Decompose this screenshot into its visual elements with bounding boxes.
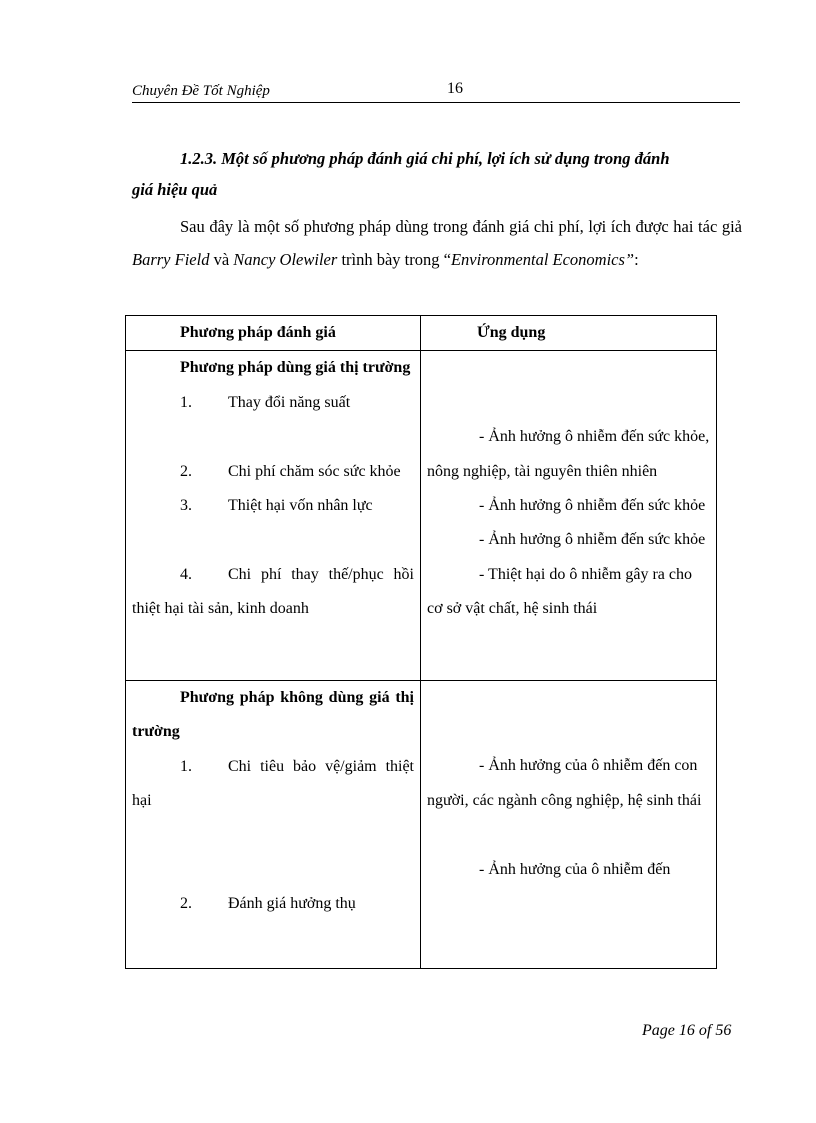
section-heading bbox=[132, 143, 742, 205]
intro-text-2: và bbox=[209, 250, 234, 269]
group-title-market: Phương pháp dùng giá thị trường bbox=[180, 359, 411, 377]
list-item: 2. Chi phí chăm sóc sức khỏe bbox=[180, 462, 401, 480]
list-item: 1. Thay đổi năng suất bbox=[180, 393, 351, 411]
table-row-nonmarket-methods bbox=[126, 680, 717, 968]
intro-text-1: Sau đây là một số phương pháp dùng trong đánh giá chi phí, lợi ích được hai tác giả bbox=[180, 217, 742, 236]
use-item: - Ảnh hưởng ô nhiễm đến sức khỏe bbox=[479, 531, 706, 549]
section-heading-line1: 1.2.3. Một số phương pháp đánh giá chi phí, lợi ích sử dụng trong đánh bbox=[180, 149, 670, 168]
cell-nonmarket-methods bbox=[126, 680, 421, 968]
col-header-method: Phương pháp đánh giá bbox=[126, 316, 421, 351]
use-item: - Ảnh hưởng của ô nhiễm đến bbox=[479, 860, 671, 878]
author-nancy-olewiler: Nancy Olewiler bbox=[233, 250, 338, 269]
use-item: - Thiệt hại do ô nhiễm gây ra cho cơ sở vật chất, hệ sinh thái bbox=[427, 565, 692, 618]
header-title: Chuyên Đề Tốt Nghiệp bbox=[132, 83, 270, 99]
table-row-market-methods bbox=[126, 351, 717, 680]
col-header-application: Ứng dụng bbox=[421, 316, 717, 351]
use-item: - Ảnh hưởng ô nhiễm đến sức khỏe bbox=[479, 497, 706, 514]
page-footer: Page 16 of 56 bbox=[642, 1022, 732, 1039]
list-item: 4. Chi phí thay thế/phục hồi thiệt hại tài sản, kinh doanh bbox=[132, 565, 414, 618]
section-heading-line2: giá hiệu quả bbox=[132, 180, 218, 199]
cell-market-uses bbox=[421, 351, 717, 680]
list-item: 1. Chi tiêu bảo vệ/giảm thiệt hại bbox=[132, 757, 414, 809]
methods-table bbox=[125, 315, 717, 969]
use-item: - Ảnh hưởng của ô nhiễm đến con người, các ngành công nghiệp, hệ sinh thái bbox=[427, 757, 702, 809]
intro-text-4: : bbox=[634, 250, 639, 269]
header-page-number: 16 bbox=[447, 80, 463, 97]
author-barry-field: Barry Field bbox=[132, 250, 210, 269]
list-item: 2. Đánh giá hưởng thụ bbox=[180, 895, 356, 913]
intro-paragraph bbox=[132, 210, 742, 276]
cell-market-methods bbox=[126, 351, 421, 680]
list-item: 3. Thiệt hại vốn nhân lực bbox=[180, 497, 373, 515]
page-header bbox=[132, 80, 740, 103]
intro-text-3: trình bày trong “ bbox=[337, 250, 451, 269]
table-header-row bbox=[126, 316, 717, 351]
use-item: - Ảnh hưởng ô nhiễm đến sức khỏe, nông nghiệp, tài nguyên thiên nhiên bbox=[427, 428, 710, 480]
cell-nonmarket-uses bbox=[421, 680, 717, 968]
book-title: Environmental Economics” bbox=[450, 250, 635, 269]
group-title-nonmarket: Phương pháp không dùng giá thị trường bbox=[132, 688, 414, 741]
